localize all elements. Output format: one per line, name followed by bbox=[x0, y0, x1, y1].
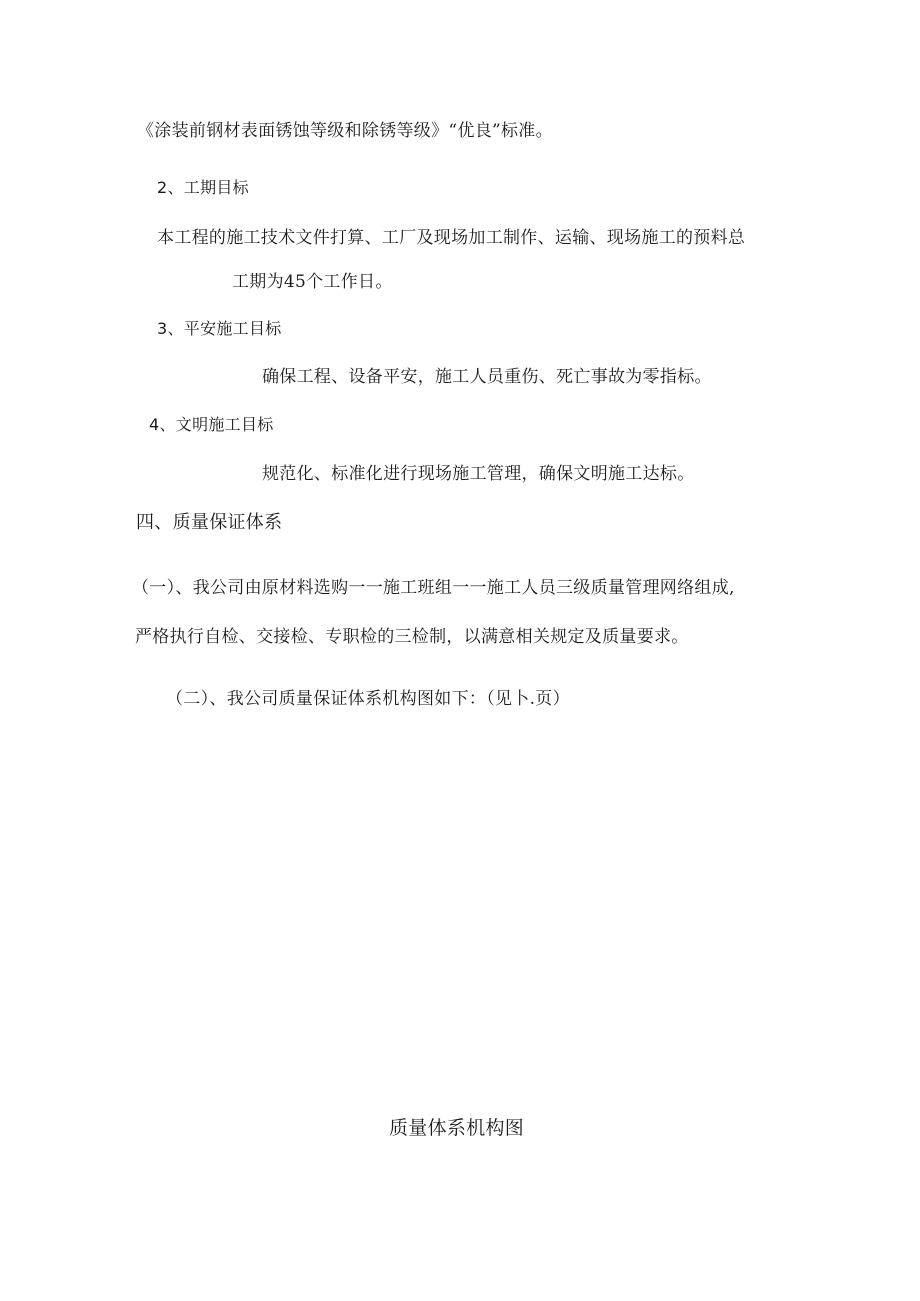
paragraph-safety-target: 确保工程、设备平安，施工人员重伤、死亡事故为零指标。 bbox=[262, 367, 712, 387]
section-schedule-target-heading: 2、工期目标 bbox=[157, 178, 249, 197]
paragraph-quality-line-2: 严格执行自检、交接检、专职检的三检制，以满意相关规定及质量要求。 bbox=[135, 627, 689, 647]
section-safety-target-heading: 3、平安施工目标 bbox=[157, 319, 282, 338]
paragraph-schedule-line-2: 工期为45个工作日。 bbox=[232, 272, 393, 292]
section-civilized-target-heading: 4、文明施工目标 bbox=[149, 415, 274, 434]
paragraph-civilized-target: 规范化、标准化进行现场施工管理，确保文明施工达标。 bbox=[262, 464, 695, 484]
figure-caption: 质量体系机构图 bbox=[389, 1117, 525, 1139]
paragraph-quality-chart-note: （二）、我公司质量保证体系机构图如下：（见卜.页） bbox=[166, 689, 570, 709]
paragraph-schedule-line-1: 本工程的施工技术文件打算、工厂及现场加工制作、运输、现场施工的预料总 bbox=[157, 228, 746, 248]
paragraph-quality-line-1: （一）、我公司由原材料选购一一施工班组一一施工人员三级质量管理网络组成, bbox=[132, 578, 735, 598]
paragraph-standard-line: 《涂装前钢材表面锈蚀等级和除锈等级》“优良”标准。 bbox=[137, 121, 553, 141]
section-quality-system-heading: 四、质量保证体系 bbox=[136, 512, 283, 533]
